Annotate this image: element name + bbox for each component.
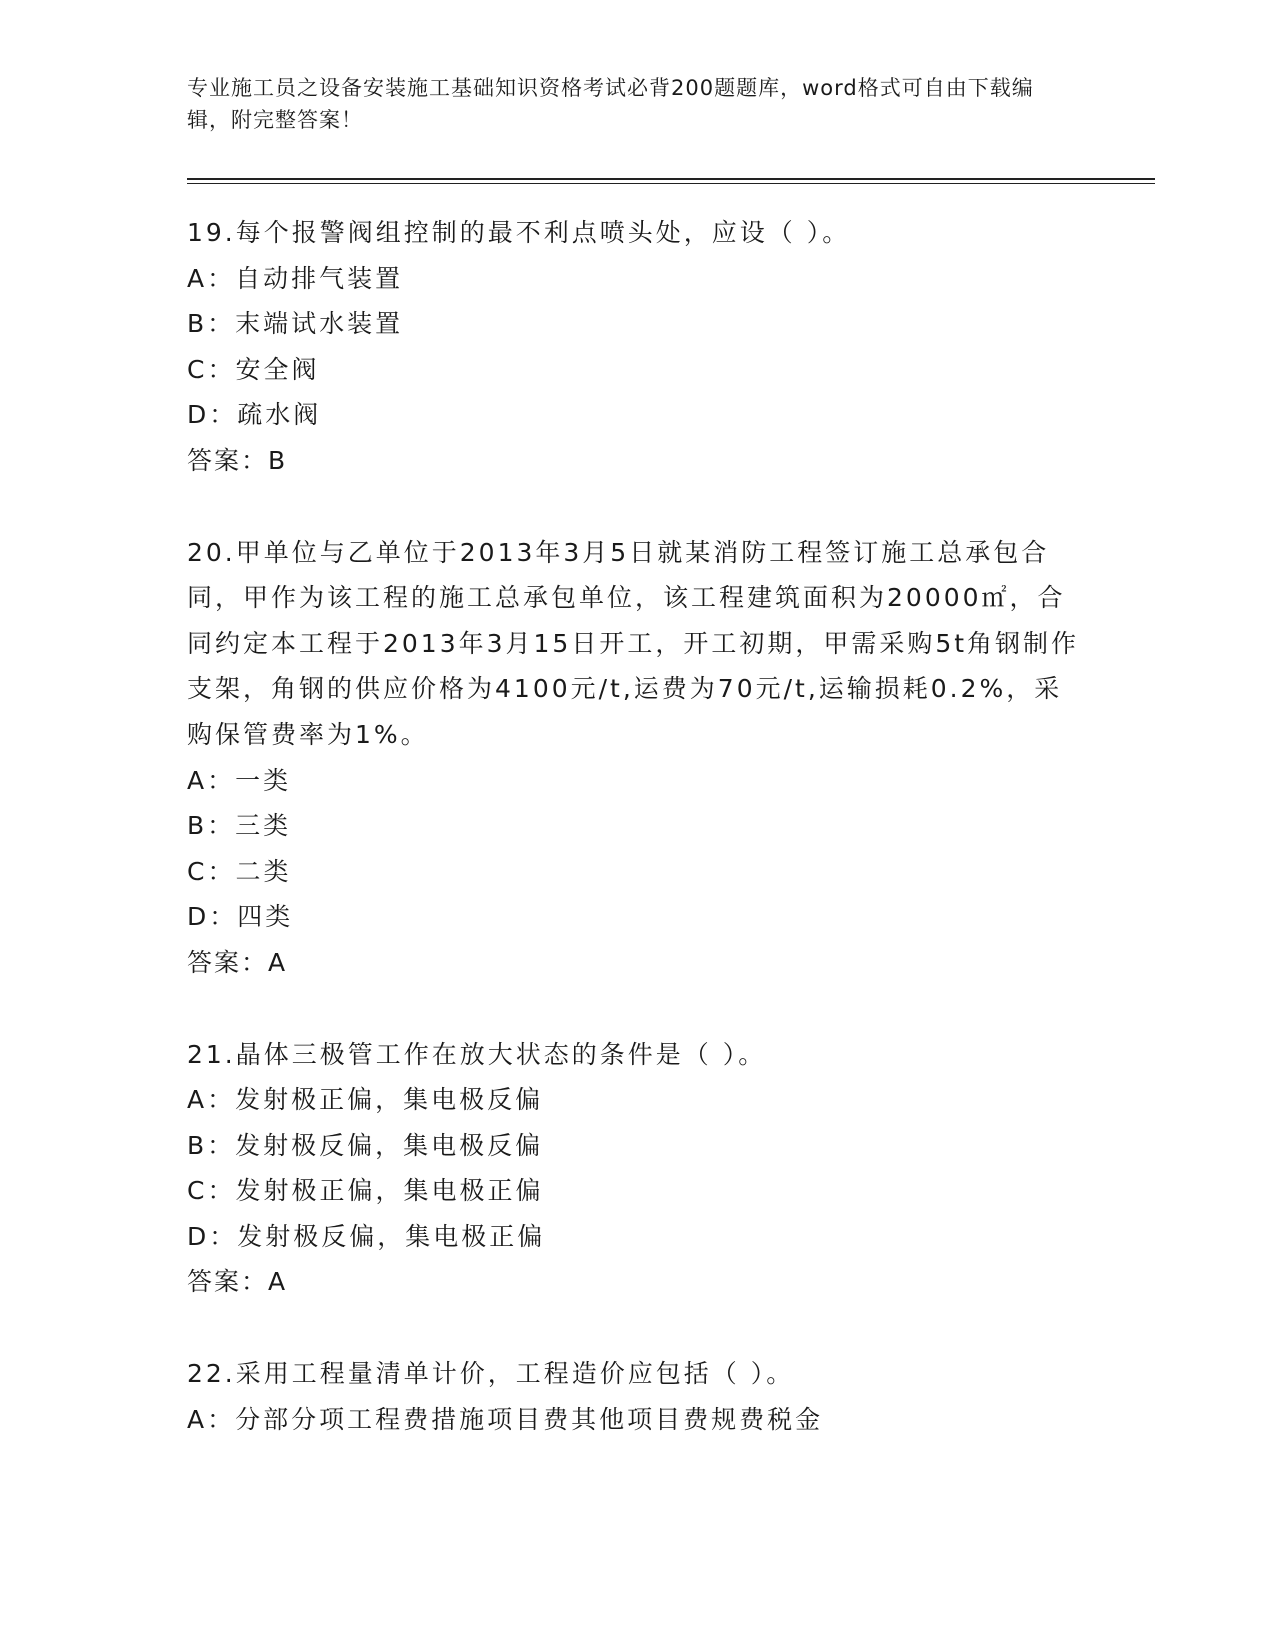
question-stem: 22.采用工程量清单计价，工程造价应包括（ ）。 [187,1359,795,1389]
option-a: A：分部分项工程费措施项目费其他项目费规费税金 [187,1404,824,1434]
answer-line: 答案：B [187,445,288,475]
document-header: 专业施工员之设备安装施工基础知识资格考试必背200题题库，word格式可自由下载编辑，附完整答案！ [187,76,1034,132]
option-d: D：疏水阀 [187,400,322,430]
option-a: A：一类 [187,765,292,795]
option-c: C：安全阀 [187,354,320,384]
option-b: B：末端试水装置 [187,309,404,339]
question-list [187,210,1087,1488]
question-21 [187,1032,1087,1306]
question-stem: 19.每个报警阀组控制的最不利点喷头处，应设（ ）。 [187,218,851,247]
option-c: C：发射极正偏，集电极正偏 [187,1176,544,1206]
question-19 [187,210,1087,484]
question-stem: 20.甲单位与乙单位于2013年3月5日就某消防工程签订施工总承包合同，甲作为该工程的施工总承包单位，该工程建筑面积为20000㎡，合同约定本工程于2013年3月15日开工，开工初期，甲需采购5t角钢制作支架，角钢的供应价格为4100元/t,运费为70元/t,运输损耗0.2%，采购保管费率为1%。 [187,537,1080,749]
question-20 [187,530,1087,986]
question-stem: 21.晶体三极管工作在放大状态的条件是（ ）。 [187,1039,767,1069]
option-d: D：四类 [187,902,294,932]
option-c: C：二类 [187,856,292,886]
header-divider-thick [187,178,1155,180]
option-b: B：三类 [187,811,292,841]
option-a: A：自动排气装置 [187,263,404,293]
option-b: B：发射极反偏，集电极反偏 [187,1130,544,1160]
header-divider-thin [187,183,1155,184]
question-22 [187,1351,1087,1442]
option-d: D：发射极反偏，集电极正偏 [187,1221,546,1251]
answer-line: 答案：A [187,947,288,977]
answer-line: 答案：A [187,1267,288,1297]
option-a: A：发射极正偏，集电极反偏 [187,1085,544,1115]
